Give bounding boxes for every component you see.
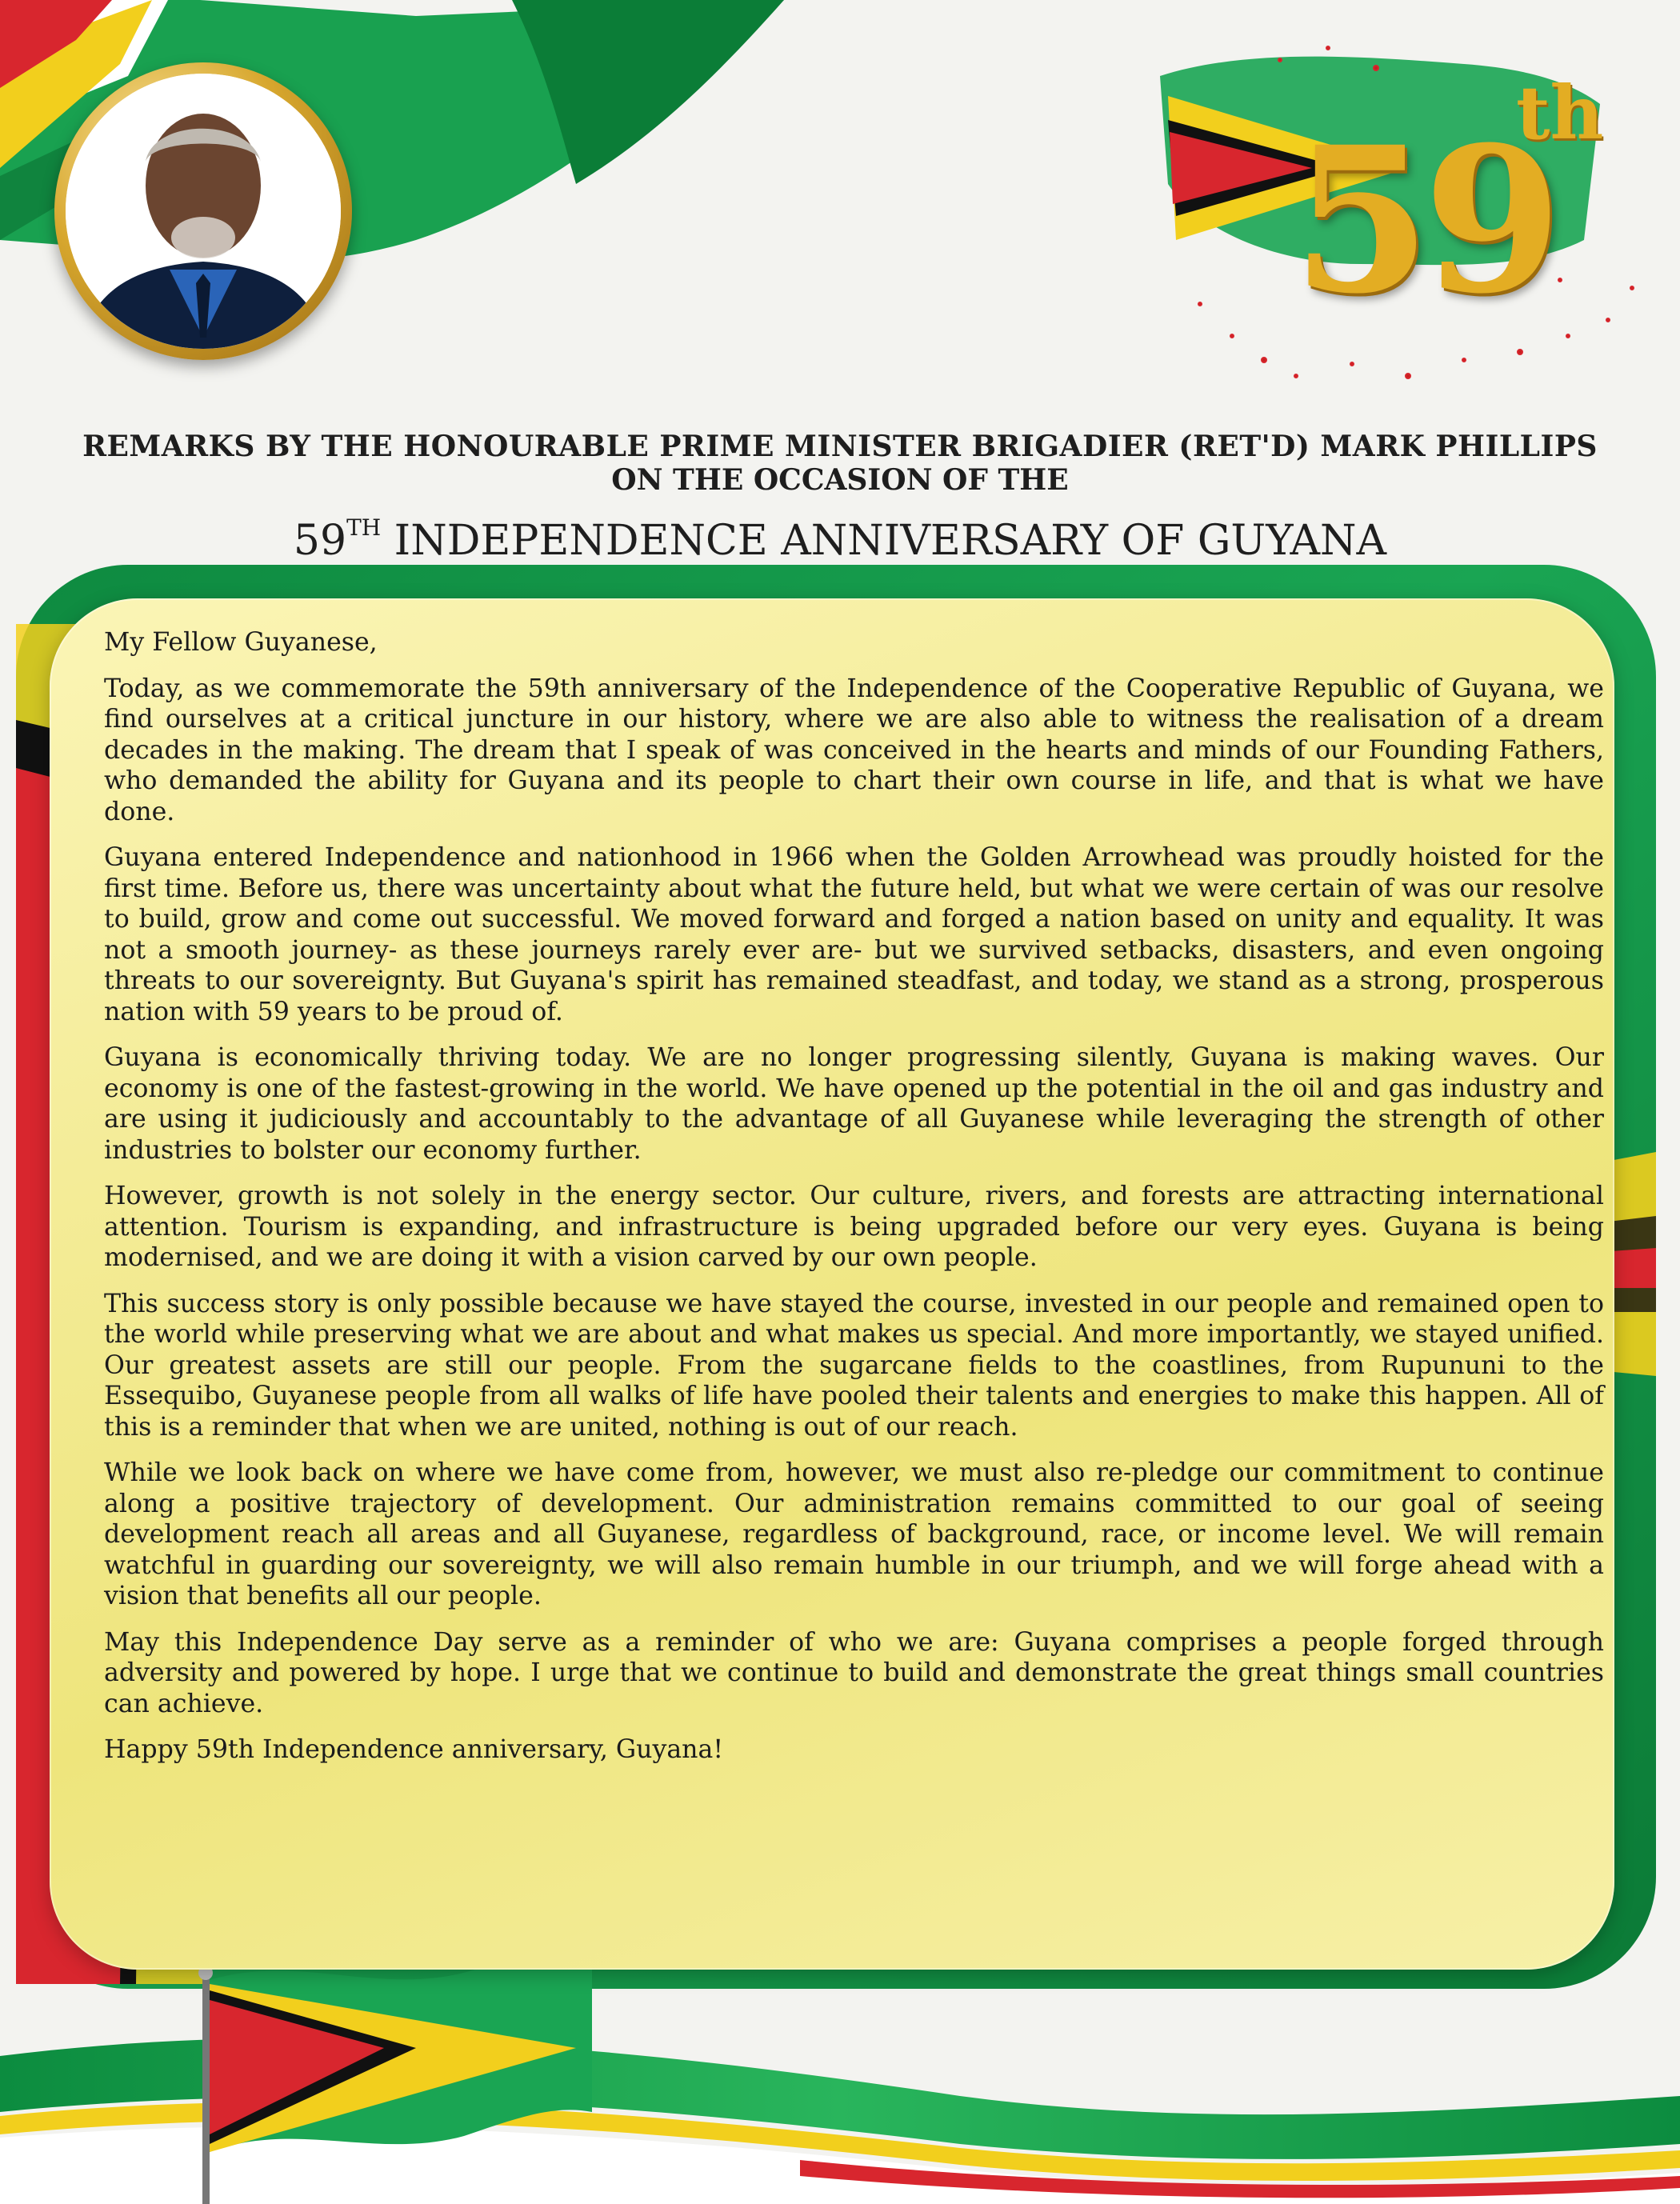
paragraph: May this Independence Day serve as a reminder of who we are: Guyana comprises a people forged through adversity and powered by hope. I urge that we continue to build and demonstrate the great things small countries can achieve. (104, 1627, 1604, 1718)
paragraph: Guyana entered Independence and nationhood in 1966 when the Golden Arrowhead was proudly hoisted for the first time. Before us, there was uncertainty about what the future held, but what we were certain of was our resolve to build, grow and come out successful. We moved forward and forged a nation based on unity and equality. It was not a smooth journey- as these journeys rarely ever are- but we survived setbacks, disasters, and even ongoing threats to our sovereignty. But Guyana's spirit has remained steadfast, and today, we stand as a strong, prosperous nation with 59 years to be proud of. (104, 843, 1604, 1026)
letter-body (104, 627, 1604, 1781)
badge-suffix: th (1516, 70, 1604, 156)
anniversary-badge (1152, 32, 1648, 400)
paragraph: Guyana is economically thriving today. We are no longer progressing silently, Guyana is making waves. Our economy is one of the fastest-growing in the world. We have opened up the potential in the oil and gas industry and are using it judiciously and accountably to the advantage of all Guyanese while leveraging the strength of other industries to bolster our economy further. (104, 1043, 1604, 1165)
paragraph: However, growth is not solely in the energy sector. Our culture, rivers, and forests are attracting international attention. Tourism is expanding, and infrastructure is being upgraded before our very eyes. Guyana is being modernised, and we are doing it with a vision carved by our own people. (104, 1182, 1604, 1272)
paragraph: This success story is only possible because we have stayed the course, invested in our people and remained open to the world while preserving what we are about and what makes us special. And more importantly, we stayed unified. Our greatest assets are still our people. From the sugarcane fields to the coastlines, from Rupununi to the Essequibo, Guyanese people from all walks of life have pooled their talents and energies to make this happen. All of this is a reminder that when we are united, nothing is out of our reach. (104, 1289, 1604, 1442)
header-line-1: REMARKS BY THE HONOURABLE PRIME MINISTER BRIGADIER (RET'D) MARK PHILLIPS (82, 430, 1598, 463)
header-title: INDEPENDENCE ANNIVERSARY OF GUYANA (381, 517, 1387, 565)
paragraph: Today, as we commemorate the 59th anniversary of the Independence of the Cooperative Republic of Guyana, we find ourselves at a critical juncture in our history, where we are also able to witness the realisation of a dream decades in the making. The dream that I speak of was conceived in the hearts and minds of our Founding Fathers, who demanded the ability for Guyana and its people to chart their own course in life, and that is what we have done. (104, 674, 1604, 826)
closing: Happy 59th Independence anniversary, Guyana! (104, 1735, 724, 1764)
header-line-3 (0, 499, 1680, 570)
header (0, 429, 1680, 570)
header-number: 59 (293, 517, 347, 565)
header-superscript: TH (346, 514, 382, 541)
header-line-2: ON THE OCCASION OF THE (611, 463, 1069, 497)
badge-number: 59 (1292, 102, 1554, 338)
portrait-frame (54, 62, 352, 360)
prime-minister-portrait (66, 74, 341, 349)
paragraph: While we look back on where we have come from, however, we must also re-pledge our commitment to continue along a positive trajectory of development. Our administration remains committed to our goal of seeing development reach all areas and all Guyanese, regardless of background, race, or income level. We will remain watchful in guarding our sovereignty, we will also remain humble in our triumph, and we will forge ahead with a vision that benefits all our people. (104, 1458, 1604, 1610)
greeting: My Fellow Guyanese, (104, 628, 378, 657)
